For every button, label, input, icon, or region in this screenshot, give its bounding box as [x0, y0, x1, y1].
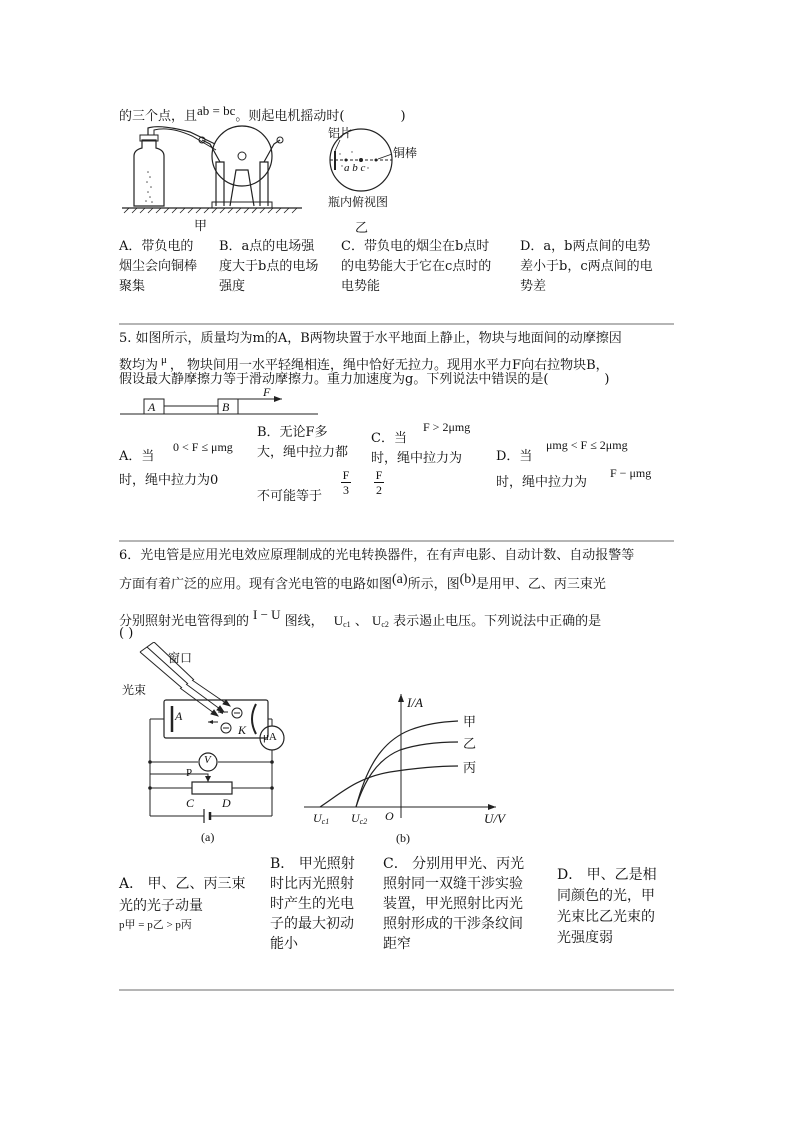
q4-stem-math: ab = bc — [197, 103, 236, 118]
q5-option-c[interactable]: C．当 F > 2μmg 时，绳中拉力为 F 2 — [371, 420, 471, 497]
figure-q5-label-a: A — [148, 400, 156, 414]
figure-q5-label-b: B — [222, 400, 230, 414]
q6-stem-line1: 6．光电管是应用光电效应原理制成的光电转换器件，在有声电影、自动计数、自动报警等 — [119, 548, 635, 563]
q5-option-b[interactable]: B．无论F多 大，绳中拉力都 不可能等于 F 3 — [257, 425, 350, 504]
figure-q6-window-label: 窗口 — [168, 651, 193, 665]
figure-q6-voltmeter-label: V — [204, 754, 211, 766]
figure-q6-graph-x-label: U/V — [484, 811, 505, 826]
figure-q6-graph-uc2-label: $U_{c2}$ — [351, 811, 368, 826]
q4-option-a[interactable]: A．带负电的 烟尘会向铜棒 聚集 — [119, 239, 198, 294]
figure-q4-lv-label: 铝片 — [328, 126, 353, 140]
figure-q6-graph-y-label: I/A — [407, 695, 423, 710]
figure-q6-curve-bing-label: 丙 — [463, 761, 477, 776]
figure-q4-pian-label: 瓶内俯视图 — [328, 195, 389, 209]
divider — [119, 323, 674, 325]
q5-stem-line3: 假设最大静摩擦力等于滑动摩擦力。重力加速度为g。下列说法中错误的是( ) — [119, 372, 610, 387]
q4-option-c[interactable]: C．带负电的烟尘在b点时 的电势能大于它在c点时的 电势能 — [341, 239, 492, 294]
divider — [119, 989, 674, 991]
q5-option-d[interactable]: D．当 μmg < F ≤ 2μmg 时，绳中拉力为 F − μmg — [496, 438, 652, 490]
q6-option-c[interactable]: C． 分别用甲光、丙光 照射同一双缝干涉实验 装置，甲光照射比丙光 照射形成的干涉条纹间 距窄 — [383, 856, 525, 952]
figure-q6-k-electrode-label: K — [238, 723, 247, 737]
figure-q6-beam-label: 光束 — [122, 683, 147, 697]
q5-option-a[interactable]: A．当 0 < F ≤ μmg 时，绳中拉力为0 — [119, 440, 233, 488]
figure-q6-b-graph — [300, 690, 500, 820]
q6-stem-line3: 分别照射光电管得到的 I − U 图线， $U_{c1}$ 、 $U_{c2}$ 表示遏止电压。下列说法中正确的是 — [119, 607, 602, 629]
figure-q4-jia-label: 甲 — [194, 219, 208, 234]
q4-option-b[interactable]: B．a点的电场强 度大于b点的电场 强度 — [219, 239, 319, 294]
figure-q4-jia — [120, 122, 305, 214]
figure-q6-a-electrode-label: A — [175, 709, 183, 723]
q5-stem-line1: 5. 如图所示，质量均为m的A，B两物块置于水平地面上静止，物块与地面间的动摩擦因 — [119, 331, 622, 346]
figure-q6-curve-jia-label: 甲 — [463, 715, 477, 730]
figure-q6-graph-uc1-label: $U_{c1}$ — [313, 811, 330, 826]
divider — [119, 540, 674, 542]
figure-q6-microammeter-label: μA — [263, 731, 277, 743]
figure-q6-curve-yi-label: 乙 — [463, 737, 477, 752]
figure-q6-p-label: P — [186, 767, 193, 779]
q4-option-d[interactable]: D．a，b两点间的电势 差小于b，c两点间的电 势差 — [520, 239, 653, 294]
q6-stem-line4: ( ) — [119, 626, 134, 641]
q6-option-d[interactable]: D． 甲、乙是相 同颜色的光，甲 光束比乙光束的 光强度弱 — [557, 867, 657, 946]
q6-stem-line2: 方面有着广泛的应用。现有含光电管的电路如图(a)所示，图(b)是用甲、乙、丙三束光 — [119, 572, 606, 592]
figure-q5-label-f: F — [263, 385, 271, 399]
q6-option-b[interactable]: B． 甲光照射 时比丙光照射 时产生的光电 子的最大初动 能小 — [270, 856, 355, 952]
figure-q4-yi-label: 乙 — [355, 221, 369, 236]
q6-option-a[interactable]: A． 甲、乙、丙三束 光的光子动量 p甲 = p乙 > p丙 — [119, 876, 246, 931]
figure-q6-b-caption: (b) — [396, 831, 410, 845]
q5-stem-line2: 数均为 $^\mu$ ， 物块间用一水平轻绳相连，绳中恰好无拉力。现用水平力F向右拉物块B， — [119, 354, 609, 373]
figure-q6-c-label: C — [186, 796, 195, 810]
figure-q6-graph-origin-label: O — [385, 809, 394, 823]
figure-q4-tong-label: 铜棒 — [393, 146, 418, 160]
figure-q6-d-label: D — [222, 796, 231, 810]
figure-q6-a-caption: (a) — [201, 830, 215, 844]
q4-stem: 的三个点，且ab = bc。则起电机摇动时( ) — [119, 103, 406, 124]
figure-q4-abc-label: a b c — [344, 162, 366, 174]
